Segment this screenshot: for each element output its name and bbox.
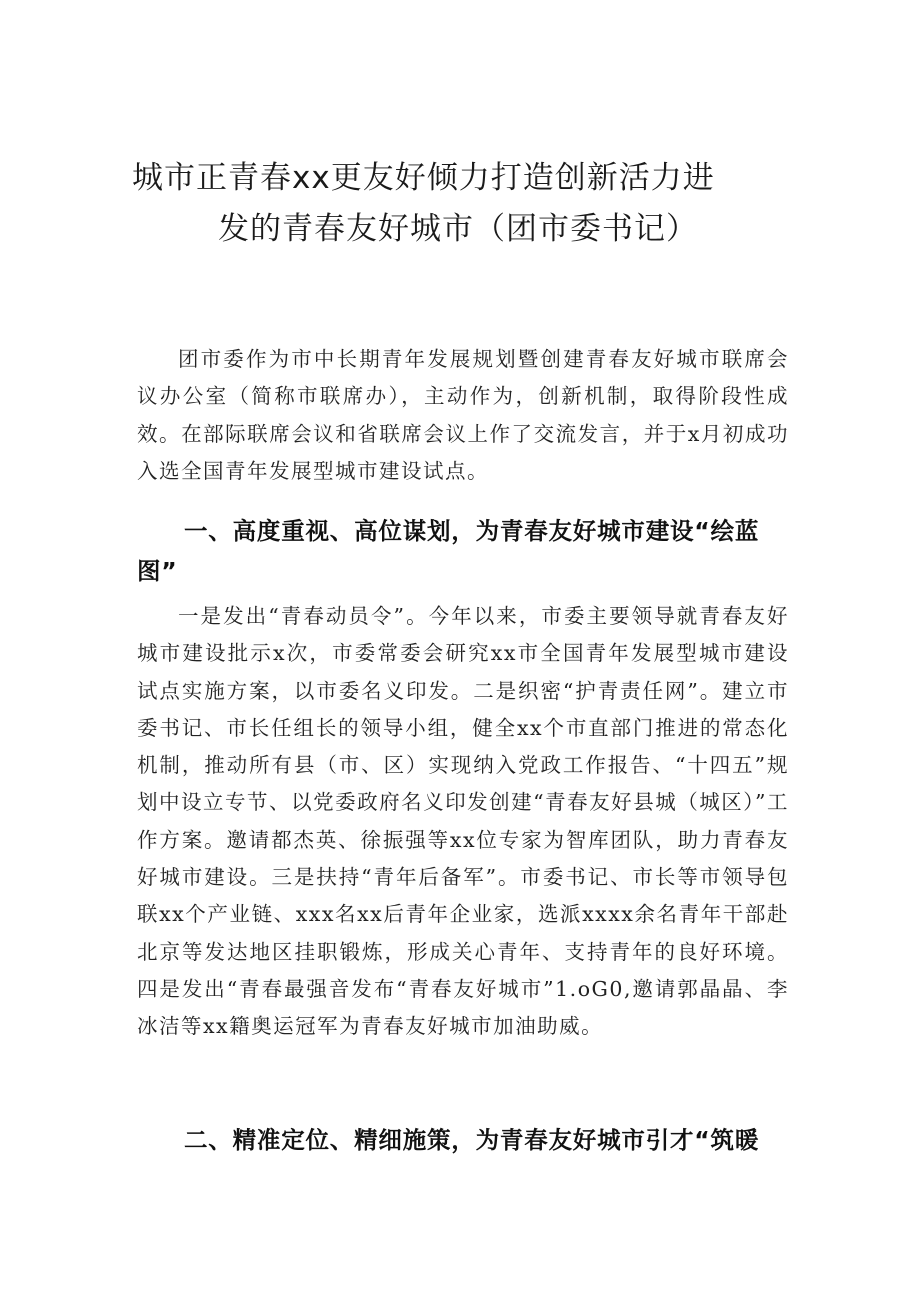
intro-paragraph: 团市委作为市中长期青年发展规划暨创建青春友好城市联席会议办公室（简称市联席办），主动作为，创新机制，取得阶段性成效。在部际联席会议和省联席会议上作了交流发言，并于x月初成功入选全国青年发展型城市建设试点。 (137, 347, 789, 483)
section-1-paragraph: 一是发出“青春动员令”。今年以来，市委主要领导就青春友好城市建设批示x次，市委常委会研究xx市全国青年发展型城市建设试点实施方案，以市委名义印发。二是织密“护青责任网”。建立市委书记、市长任组长的领导小组，健全xx个市直部门推进的常态化机制，推动所有县（市、区）实现纳入党政工作报告、“十四五”规划中设立专节、以党委政府名义印发创建“青春友好县城（城区）”工作方案。邀请都杰英、徐振强等xx位专家为智库团队，助力青春友好城市建设。三是扶持“青年后备军”。市委书记、市长等市领导包联xx个产业链、xxx名xx后青年企业家，选派xxxx余名青年干部赴北京等发达地区挂职锻炼，形成关心青年、支持青年的良好环境。四是发出“青春最强音发布“青春友好城市”1.oG0,邀请郭晶晶、李冰洁等xx籍奥运冠军为青春友好城市加油助威。 (137, 604, 789, 1039)
document-title-line-1: 城市正青春xx更友好倾力打造创新活力进 (132, 160, 715, 196)
document-title-line-2: 发的青春友好城市（团市委书记） (218, 211, 698, 247)
section-heading-1: 一、高度重视、高位谋划，为青春友好城市建设“绘蓝图” (137, 517, 760, 585)
section-heading-2: 二、精准定位、精细施策，为青春友好城市引才“筑暖 (184, 1126, 760, 1154)
